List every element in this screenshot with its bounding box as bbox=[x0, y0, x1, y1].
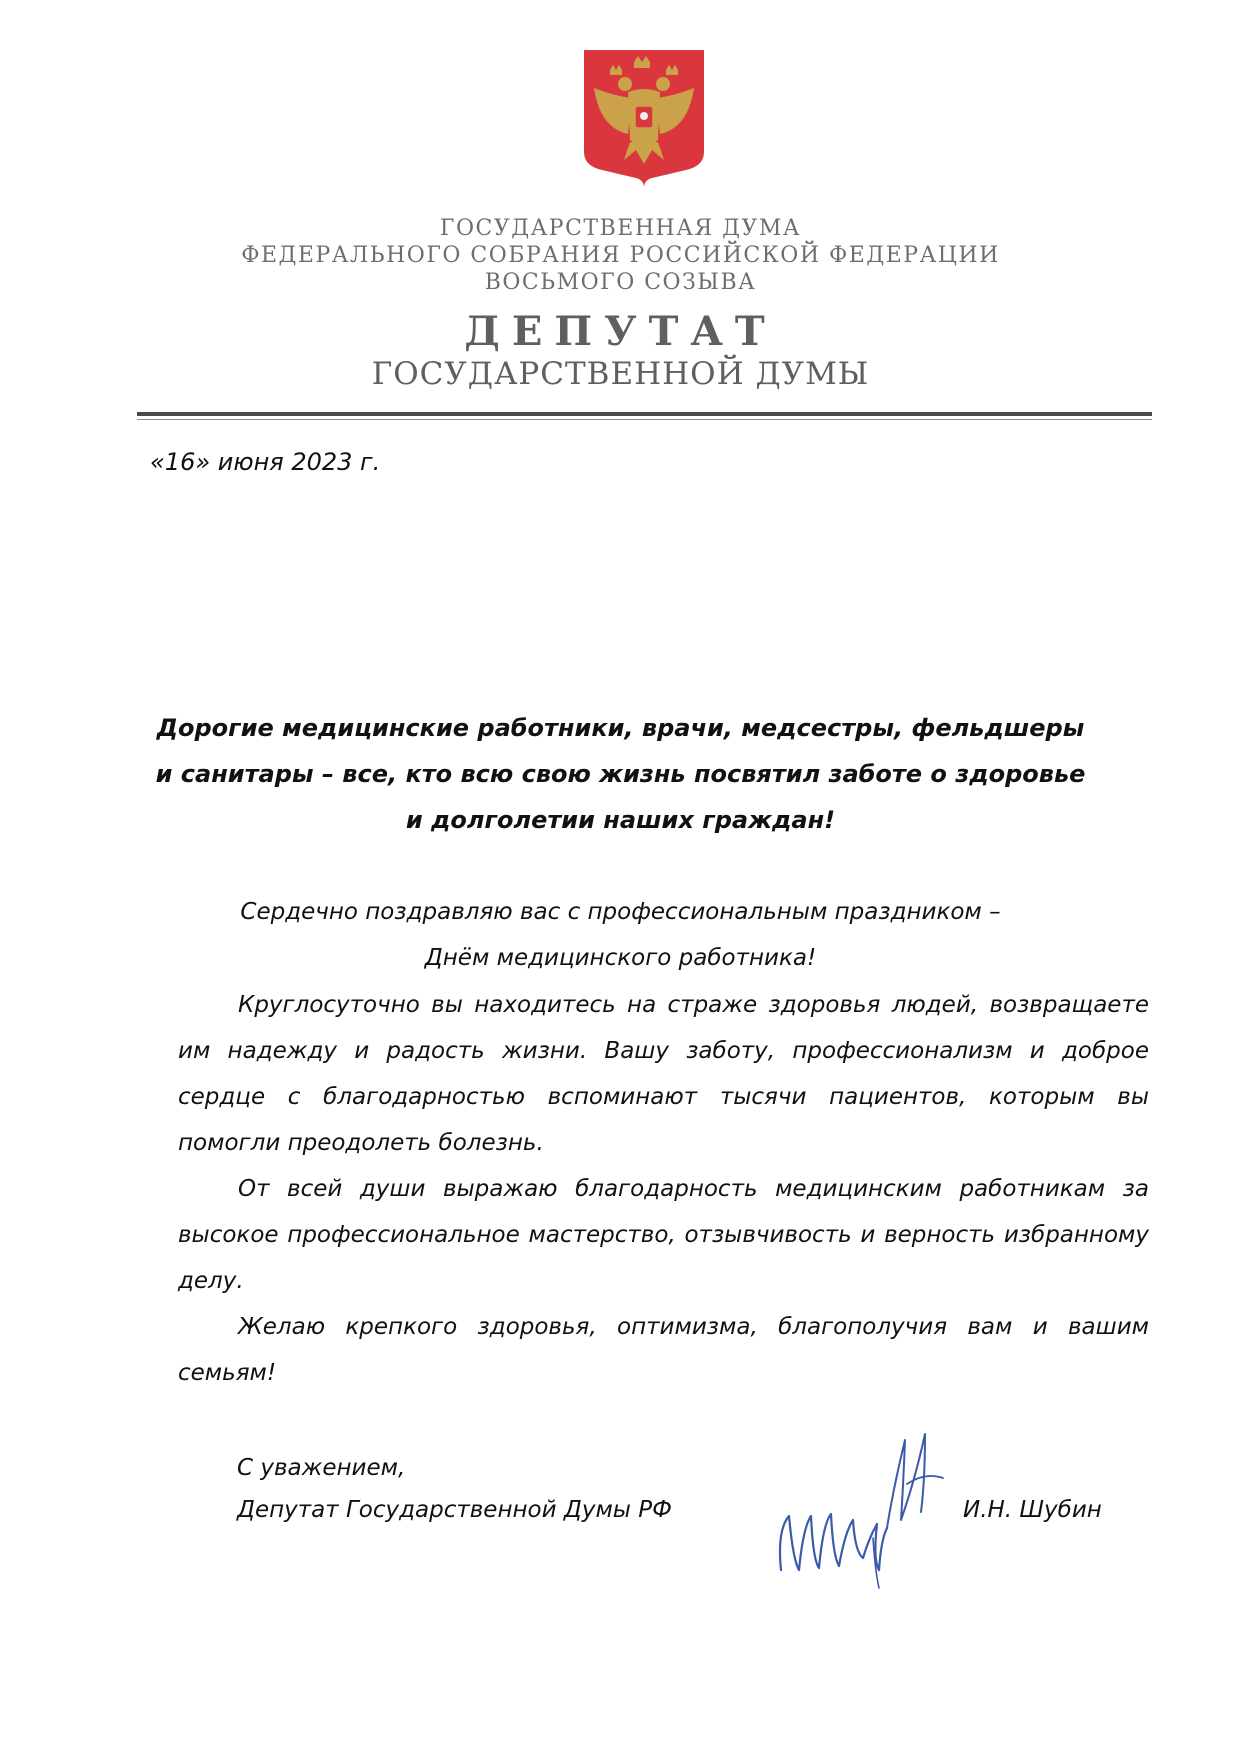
signer-name: И.Н. Шубин bbox=[963, 1497, 1102, 1523]
address-line-2: и санитары – все, кто всю свою жизнь посвятил заботе о здоровье bbox=[155, 760, 1086, 788]
header-divider bbox=[137, 412, 1152, 416]
body-paragraph-3: Желаю крепкого здоровья, оптимизма, благополучия вам и вашим семьям! bbox=[178, 1314, 1149, 1386]
handwritten-signature bbox=[775, 1420, 955, 1590]
address-line-3: и долголетии наших граждан! bbox=[405, 806, 836, 834]
convocation: ВОСЬМОГО СОЗЫВА bbox=[484, 270, 757, 295]
header-divider-thin bbox=[137, 419, 1152, 420]
coat-of-arms-emblem bbox=[580, 48, 708, 188]
greeting-line-2: Днём медицинского работника! bbox=[424, 945, 817, 971]
signer-position: Депутат Государственной Думы РФ bbox=[237, 1497, 672, 1523]
letterhead-title: ДЕПУТАТ bbox=[464, 308, 777, 355]
greeting-line-1: Сердечно поздравляю вас с профессиональным праздником – bbox=[240, 899, 1001, 925]
letterhead-subtitle: ГОСУДАРСТВЕННОЙ ДУМЫ bbox=[371, 356, 870, 392]
address-line-1: Дорогие медицинские работники, врачи, медсестры, фельдшеры bbox=[156, 714, 1085, 742]
parliament-name: ГОСУДАРСТВЕННАЯ ДУМА bbox=[439, 216, 802, 241]
body-paragraph-2: От всей души выражаю благодарность медицинским работникам за высокое профессиональное мастерство, отзывчивость и верность избранному делу. bbox=[178, 1176, 1149, 1294]
parliament-full-name: ФЕДЕРАЛЬНОГО СОБРАНИЯ РОССИЙСКОЙ ФЕДЕРАЦИИ bbox=[241, 243, 1000, 268]
letter-date: «16» июня 2023 г. bbox=[150, 448, 381, 476]
closing-salutation: С уважением, bbox=[237, 1455, 406, 1481]
body-paragraph-1: Круглосуточно вы находитесь на страже здоровья людей, возвращаете им надежду и радость жизни. Вашу заботу, профессионализм и доброе сердце с благодарностью вспоминают тысячи пациентов, которым вы помогли преодолеть болезнь. bbox=[178, 992, 1149, 1156]
